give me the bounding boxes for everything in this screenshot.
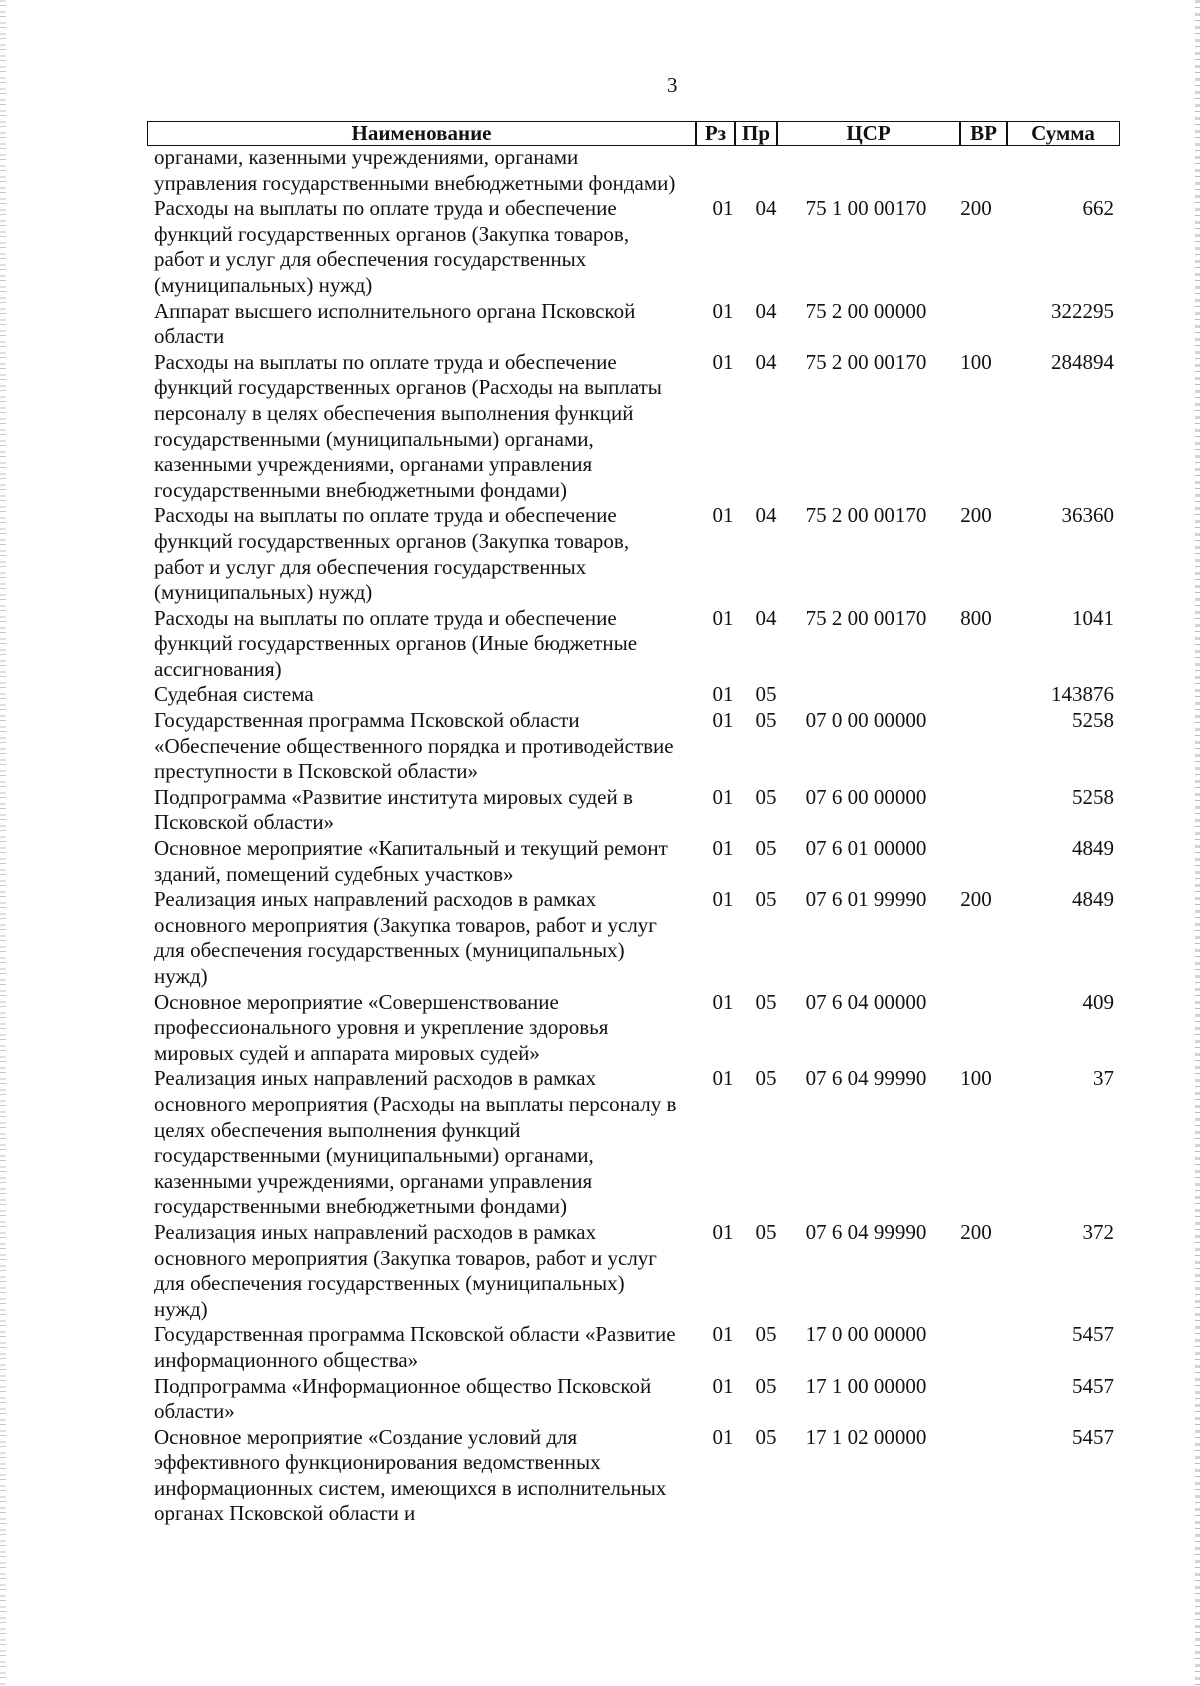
row-vr: 200 <box>960 887 992 912</box>
row-pr: 04 <box>755 298 777 323</box>
row-vr <box>953 708 999 785</box>
row-rz: 01 <box>712 1322 734 1347</box>
row-sum: 37 <box>1093 1066 1114 1091</box>
row-pr: 05 <box>755 784 777 809</box>
row-rz: 01 <box>712 784 734 809</box>
row-csr: 75 2 00 00170 <box>805 349 927 374</box>
row-vr: 200 <box>960 196 992 221</box>
row-sum: 372 <box>1082 1219 1114 1244</box>
row-name: Аппарат высшего исполнительного органа Псковской области <box>154 298 636 349</box>
row-vr <box>953 990 999 1067</box>
row-rz: 01 <box>712 1066 734 1091</box>
table-body <box>0 145 1200 1527</box>
row-name: Государственная программа Псковской области «Обеспечение общественного порядка и противодействие преступности в Псковской области» <box>154 708 674 784</box>
row-pr: 05 <box>755 1424 777 1449</box>
row-vr: 800 <box>960 605 992 630</box>
row-sum: 284894 <box>1051 349 1114 374</box>
row-rz: 01 <box>712 708 734 733</box>
row-pr: 05 <box>755 1322 777 1347</box>
row-vr <box>953 836 999 887</box>
table-row <box>0 299 1200 350</box>
table-row <box>0 1425 1200 1527</box>
row-csr: 17 1 00 00000 <box>805 1373 927 1398</box>
row-sum: 4849 <box>1072 887 1114 912</box>
row-sum: 1041 <box>1072 605 1114 630</box>
table-row <box>0 1374 1200 1425</box>
row-rz: 01 <box>712 1219 734 1244</box>
row-csr: 17 0 00 00000 <box>805 1322 927 1347</box>
row-vr <box>953 785 999 836</box>
table-row <box>0 708 1200 785</box>
row-vr <box>953 299 999 350</box>
table-row <box>0 887 1200 989</box>
row-pr: 05 <box>755 1066 777 1091</box>
row-vr <box>953 1374 999 1425</box>
row-vr <box>953 682 999 708</box>
table-row <box>0 990 1200 1067</box>
row-vr: 200 <box>960 503 992 528</box>
row-sum: 5457 <box>1072 1373 1114 1398</box>
row-pr: 04 <box>755 503 777 528</box>
row-name: органами, казенными учреждениями, органами управления государственными внебюджетными фондами) <box>154 145 676 195</box>
table-row <box>0 682 1200 708</box>
row-pr: 05 <box>755 708 777 733</box>
row-pr: 04 <box>755 605 777 630</box>
table-header <box>147 121 1120 146</box>
header-rz: Рз <box>704 121 727 145</box>
table-row <box>0 606 1200 683</box>
row-name: Расходы на выплаты по оплате труда и обеспечение функций государственных органов (Иные бюджетные ассигнования) <box>154 605 638 681</box>
row-rz <box>706 145 740 196</box>
table-row <box>0 1322 1200 1373</box>
row-name: Основное мероприятие «Создание условий для эффективного функционирования ведомственных информационных систем, имеющихся в исполнительных органах Псковской области и <box>154 1424 667 1526</box>
row-name: Основное мероприятие «Совершенствование профессионального уровня и укрепление здоровья мировых судей и аппарата мировых судей» <box>154 989 609 1065</box>
row-csr: 07 6 04 99990 <box>805 1066 927 1091</box>
table-row <box>0 503 1200 605</box>
row-name: Реализация иных направлений расходов в рамках основного мероприятия (Закупка товаров, работ и услуг для обеспечения государственных (муниципальных) нужд) <box>154 887 657 988</box>
row-pr: 05 <box>755 682 777 707</box>
row-rz: 01 <box>712 298 734 323</box>
row-pr: 05 <box>755 1219 777 1244</box>
row-sum: 322295 <box>1051 298 1114 323</box>
row-name: Расходы на выплаты по оплате труда и обеспечение функций государственных органов (Закупка товаров, работ и услуг для обеспечения государственных (муниципальных) нужд) <box>154 503 630 605</box>
row-csr: 07 0 00 00000 <box>805 708 927 733</box>
row-rz: 01 <box>712 1424 734 1449</box>
row-name: Подпрограмма «Информационное общество Псковской области» <box>154 1373 652 1424</box>
row-csr: 07 6 01 00000 <box>805 836 927 861</box>
row-csr: 07 6 01 99990 <box>805 887 927 912</box>
header-sum: Сумма <box>1031 121 1095 145</box>
row-sum: 5258 <box>1072 784 1114 809</box>
row-sum: 5258 <box>1072 708 1114 733</box>
row-name: Расходы на выплаты по оплате труда и обеспечение функций государственных органов (Расходы на выплаты персоналу в целях обеспечения выполнения функций государственными (муниципальными) органами, казенными учреждениями, органами управления государственными внебюджетными фондами) <box>154 349 662 502</box>
row-rz: 01 <box>712 503 734 528</box>
table-row <box>0 836 1200 887</box>
row-rz: 01 <box>712 887 734 912</box>
row-csr <box>796 682 936 708</box>
row-csr: 75 1 00 00170 <box>805 196 927 221</box>
row-sum <box>1004 145 1114 196</box>
row-vr: 100 <box>960 1066 992 1091</box>
row-csr: 07 6 04 99990 <box>805 1219 927 1244</box>
row-sum: 36360 <box>1061 503 1114 528</box>
row-pr: 05 <box>755 989 777 1014</box>
page-number: 3 <box>667 73 678 97</box>
row-vr <box>953 1425 999 1527</box>
table-row <box>0 350 1200 504</box>
header-name: Наименование <box>351 121 492 145</box>
table-row <box>0 785 1200 836</box>
table-row <box>0 196 1200 298</box>
row-rz: 01 <box>712 1373 734 1398</box>
row-name: Судебная система <box>154 682 314 707</box>
row-name: Основное мероприятие «Капитальный и текущий ремонт зданий, помещений судебных участков» <box>154 836 668 886</box>
row-sum: 5457 <box>1072 1424 1114 1449</box>
row-vr: 100 <box>960 349 992 374</box>
table-row <box>0 1220 1200 1322</box>
row-name: Расходы на выплаты по оплате труда и обеспечение функций государственных органов (Закупка товаров, работ и услуг для обеспечения государственных (муниципальных) нужд) <box>154 196 630 297</box>
row-sum: 4849 <box>1072 836 1114 861</box>
row-csr: 75 2 00 00170 <box>805 503 927 528</box>
row-csr: 75 2 00 00170 <box>805 605 927 630</box>
row-name: Государственная программа Псковской области «Развитие информационного общества» <box>154 1322 676 1372</box>
row-name: Реализация иных направлений расходов в рамках основного мероприятия (Расходы на выплаты персоналу в целях обеспечения выполнения функций государственными (муниципальными) органами, казенными учреждениями, органами управления государственными внебюджетными фондами) <box>154 1066 677 1219</box>
table-row <box>0 145 1200 196</box>
row-pr: 05 <box>755 836 777 861</box>
row-name: Подпрограмма «Развитие института мировых судей в Псковской области» <box>154 784 633 835</box>
row-sum: 5457 <box>1072 1322 1114 1347</box>
row-sum: 143876 <box>1051 682 1114 707</box>
header-pr: Пр <box>741 121 770 145</box>
row-rz: 01 <box>712 196 734 221</box>
row-pr <box>749 145 783 196</box>
row-sum: 662 <box>1082 196 1114 221</box>
row-sum: 409 <box>1082 989 1114 1014</box>
row-csr: 17 1 02 00000 <box>805 1424 927 1449</box>
table-row <box>0 1066 1200 1220</box>
row-pr: 04 <box>755 196 777 221</box>
header-vr: ВР <box>970 121 997 145</box>
row-rz: 01 <box>712 349 734 374</box>
row-rz: 01 <box>712 836 734 861</box>
row-csr <box>796 145 936 196</box>
row-pr: 05 <box>755 1373 777 1398</box>
row-csr: 07 6 00 00000 <box>805 784 927 809</box>
row-vr <box>953 1322 999 1373</box>
row-pr: 05 <box>755 887 777 912</box>
row-vr: 200 <box>960 1219 992 1244</box>
row-csr: 07 6 04 00000 <box>805 989 927 1014</box>
row-rz: 01 <box>712 605 734 630</box>
row-rz: 01 <box>712 682 734 707</box>
row-rz: 01 <box>712 989 734 1014</box>
header-csr: ЦСР <box>846 121 891 145</box>
row-csr: 75 2 00 00000 <box>805 298 927 323</box>
row-pr: 04 <box>755 349 777 374</box>
row-name: Реализация иных направлений расходов в рамках основного мероприятия (Закупка товаров, работ и услуг для обеспечения государственных (муниципальных) нужд) <box>154 1219 657 1321</box>
row-vr <box>953 145 999 196</box>
